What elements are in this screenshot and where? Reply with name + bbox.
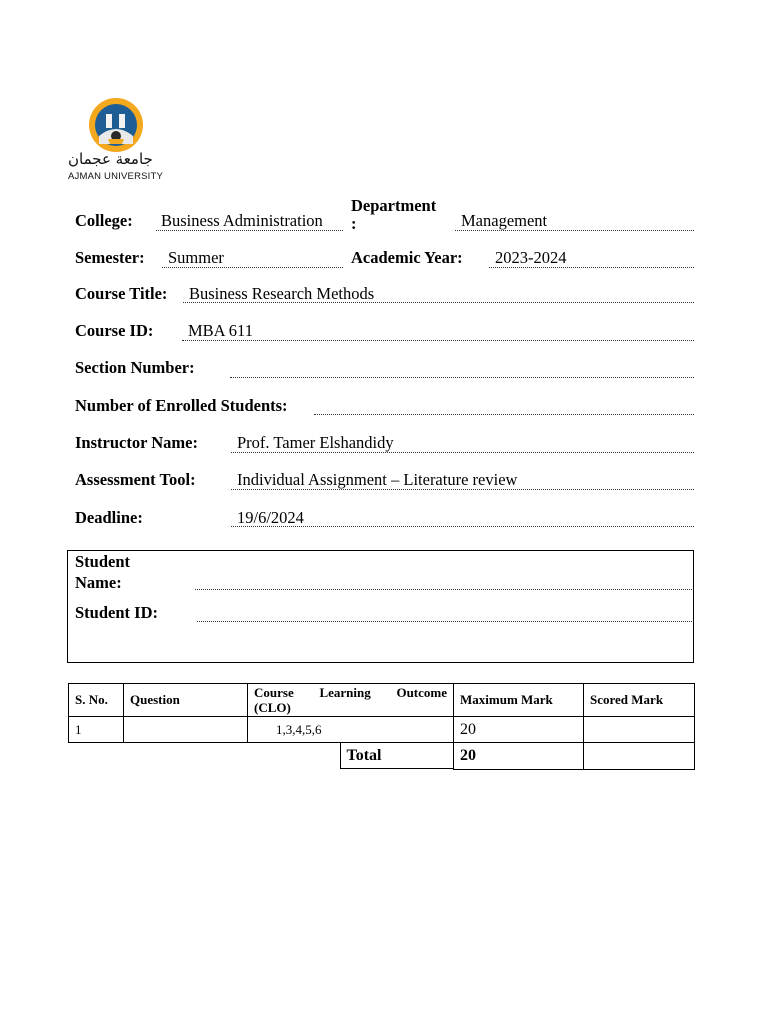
row-question[interactable] <box>124 717 248 743</box>
student-info-box <box>67 550 694 663</box>
student-id-field[interactable] <box>197 621 692 622</box>
instructor-name-label: Instructor Name: <box>75 433 198 452</box>
academic-year-value: 2023-2024 <box>495 248 567 267</box>
department-underline <box>455 230 694 231</box>
total-row <box>69 743 695 770</box>
deadline-label: Deadline: <box>75 508 143 527</box>
header-clo <box>248 684 454 717</box>
section-number-underline <box>230 377 694 378</box>
semester-value: Summer <box>168 248 224 267</box>
department-colon: : <box>351 214 357 233</box>
total-scored-mark[interactable] <box>584 743 695 770</box>
department-value: Management <box>461 211 548 230</box>
header-clo-line1 <box>254 685 447 700</box>
enrolled-students-label: Number of Enrolled Students: <box>75 396 288 415</box>
row-clo: 1,3,4,5,6 <box>248 717 454 743</box>
college-underline <box>156 230 343 231</box>
row-scored-mark[interactable] <box>584 717 695 743</box>
instructor-name-underline <box>231 452 694 453</box>
course-id-underline <box>182 340 694 341</box>
college-value: Business Administration <box>161 211 323 230</box>
semester-label: Semester: <box>75 248 145 267</box>
total-label: Total <box>340 743 454 769</box>
department-label: Department <box>351 196 437 215</box>
total-row-spacer <box>69 743 248 770</box>
row-sno: 1 <box>69 717 124 743</box>
deadline-underline <box>231 526 694 527</box>
course-id-label: Course ID: <box>75 321 154 340</box>
header-maximum-mark: Maximum Mark <box>454 684 584 717</box>
header-clo-line2: (CLO) <box>254 700 291 715</box>
student-name-label-line1: Student <box>75 552 131 571</box>
course-title-value: Business Research Methods <box>189 284 375 303</box>
header-clo-text: Course Learning Outcome <box>254 685 447 700</box>
section-number-label: Section Number: <box>75 358 195 377</box>
student-name-label-line2: Name: <box>75 573 122 592</box>
student-name-field[interactable] <box>195 589 692 590</box>
student-id-label: Student ID: <box>75 603 158 622</box>
marks-table <box>68 683 695 770</box>
total-value: 20 <box>454 743 584 770</box>
total-row-clo-cell <box>248 743 454 770</box>
instructor-name-value: Prof. Tamer Elshandidy <box>237 433 394 452</box>
header-scored-mark: Scored Mark <box>584 684 695 717</box>
academic-year-label: Academic Year: <box>351 248 463 267</box>
assessment-tool-value: Individual Assignment – Literature review <box>237 470 518 489</box>
logo-arabic-text: جامعة عجمان <box>68 150 153 168</box>
college-label: College: <box>75 211 133 230</box>
semester-underline <box>162 267 343 268</box>
enrolled-students-underline <box>314 414 694 415</box>
table-row <box>69 717 695 743</box>
course-id-value: MBA 611 <box>188 321 253 340</box>
deadline-value: 19/6/2024 <box>237 508 304 527</box>
assessment-tool-label: Assessment Tool: <box>75 470 196 489</box>
course-title-underline <box>183 302 694 303</box>
course-title-label: Course Title: <box>75 284 168 303</box>
assessment-tool-underline <box>231 489 694 490</box>
academic-year-underline <box>489 267 694 268</box>
marks-table-header-row <box>69 684 695 717</box>
header-sno: S. No. <box>69 684 124 717</box>
logo-english-text: AJMAN UNIVERSITY <box>68 171 164 182</box>
row-maximum-mark: 20 <box>454 717 584 743</box>
header-question: Question <box>124 684 248 717</box>
